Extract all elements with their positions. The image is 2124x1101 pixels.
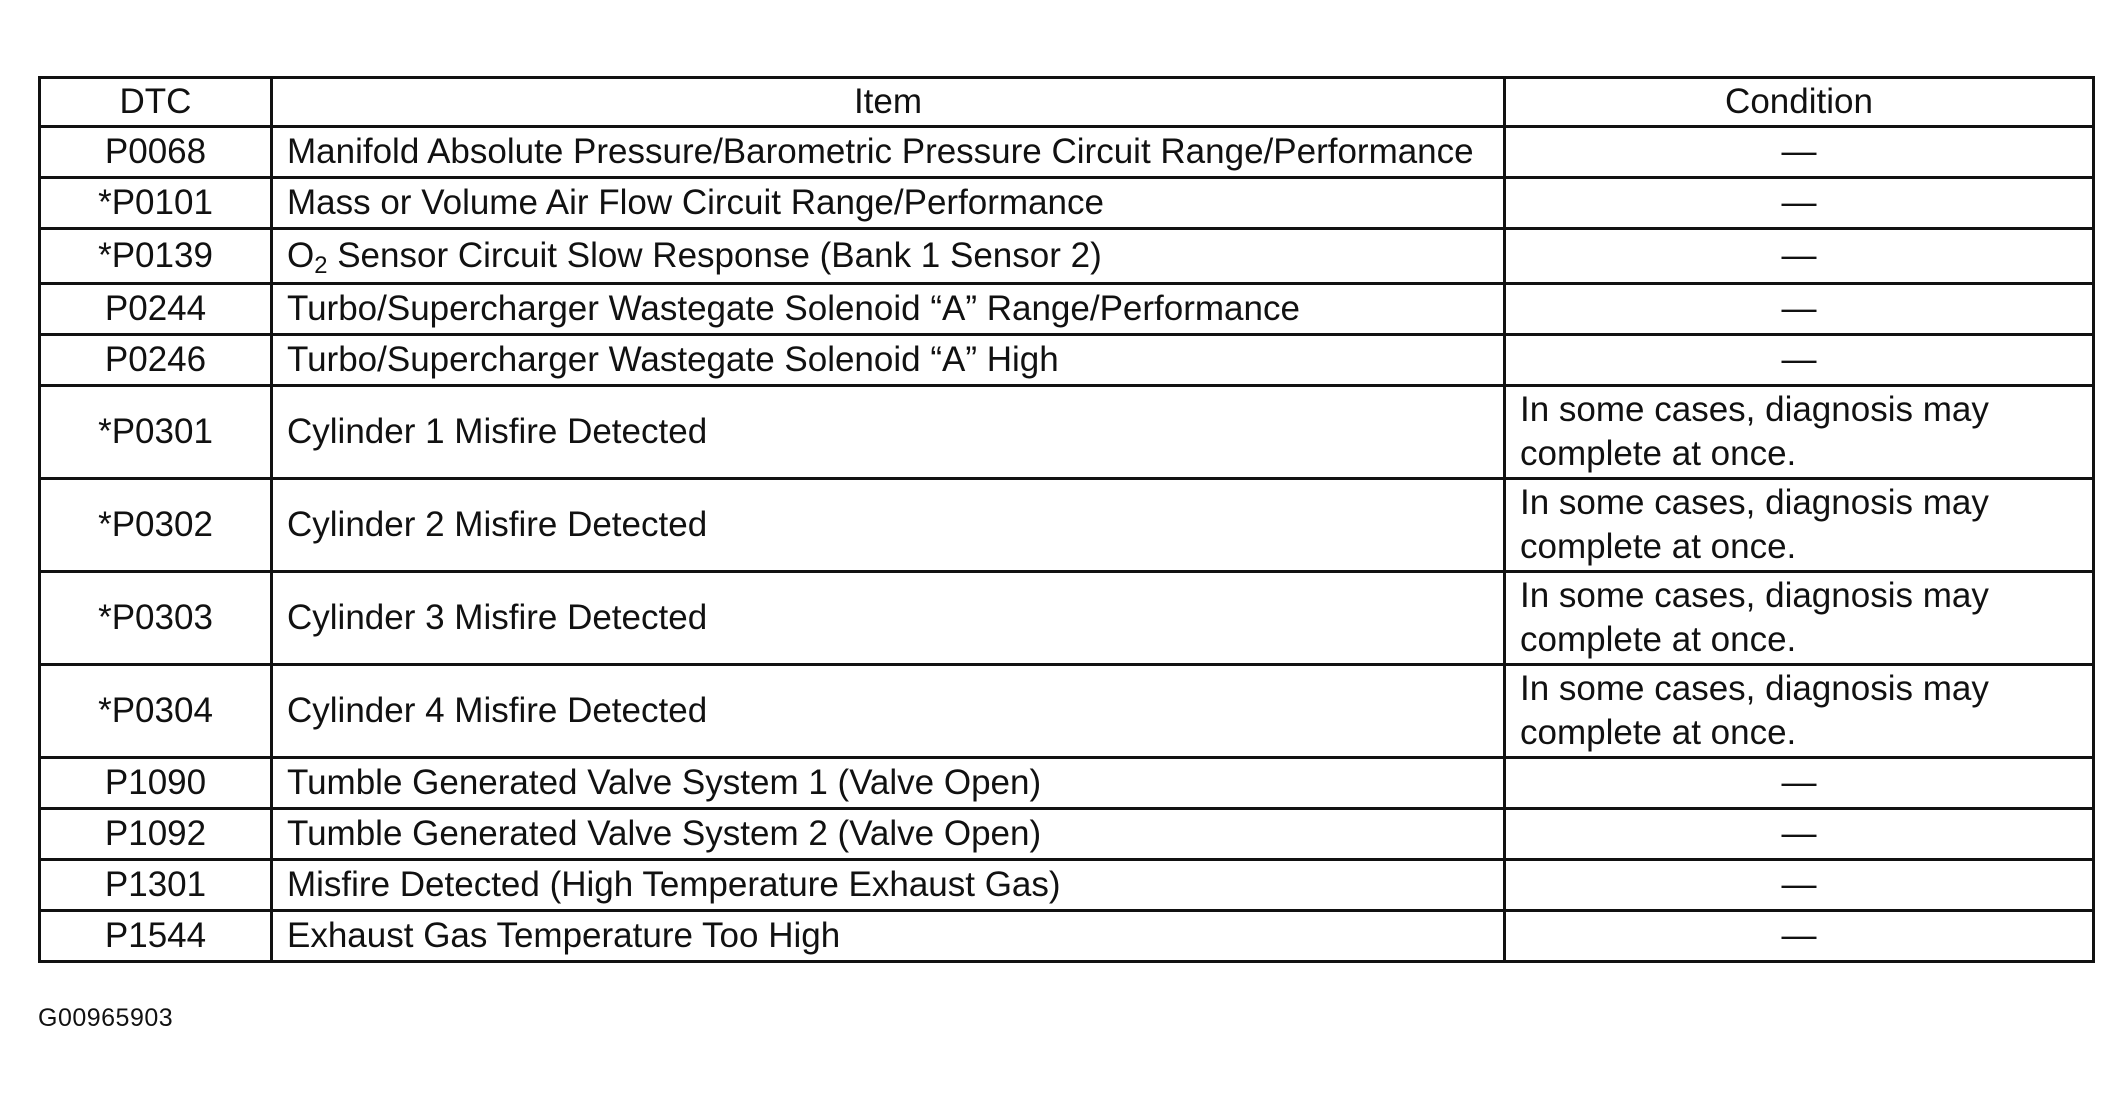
table-row	[40, 860, 2094, 911]
table-row	[40, 665, 2094, 758]
dtc-condition: —	[1505, 127, 2094, 178]
condition-line-2: complete at once.	[1520, 434, 1797, 473]
table-row	[40, 127, 2094, 178]
table-row	[40, 911, 2094, 962]
dtc-item: Cylinder 2 Misfire Detected	[272, 479, 1505, 572]
dtc-condition: —	[1505, 335, 2094, 386]
dtc-code: P1544	[40, 911, 272, 962]
item-rest: Sensor Circuit Slow Response (Bank 1 Sensor 2)	[327, 236, 1102, 276]
dtc-condition: —	[1505, 911, 2094, 962]
dtc-code: P0244	[40, 284, 272, 335]
dtc-table	[38, 76, 2095, 963]
table-row	[40, 284, 2094, 335]
dtc-condition: —	[1505, 758, 2094, 809]
dtc-item: Tumble Generated Valve System 2 (Valve Open)	[272, 809, 1505, 860]
dtc-code: *P0304	[40, 665, 272, 758]
dtc-code: P1092	[40, 809, 272, 860]
dtc-item: Cylinder 1 Misfire Detected	[272, 386, 1505, 479]
dtc-item: Turbo/Supercharger Wastegate Solenoid “A” High	[272, 335, 1505, 386]
figure-id: G00965903	[38, 1004, 174, 1032]
condition-line-2: complete at once.	[1520, 620, 1797, 659]
condition-line-1: In some cases, diagnosis may	[1520, 576, 1989, 616]
dtc-code: P1301	[40, 860, 272, 911]
table-row	[40, 178, 2094, 229]
dtc-item: Cylinder 4 Misfire Detected	[272, 665, 1505, 758]
dtc-code: *P0139	[40, 229, 272, 284]
dtc-item: Manifold Absolute Pressure/Barometric Pressure Circuit Range/Performance	[272, 127, 1505, 178]
dtc-condition	[1505, 479, 2094, 572]
header-item: Item	[272, 78, 1505, 127]
dtc-item: Misfire Detected (High Temperature Exhaust Gas)	[272, 860, 1505, 911]
dtc-code: *P0302	[40, 479, 272, 572]
condition-line-1: In some cases, diagnosis may	[1520, 390, 1989, 430]
dtc-item: Cylinder 3 Misfire Detected	[272, 572, 1505, 665]
dtc-condition: —	[1505, 229, 2094, 284]
dtc-item: Mass or Volume Air Flow Circuit Range/Performance	[272, 178, 1505, 229]
dtc-item: Tumble Generated Valve System 1 (Valve Open)	[272, 758, 1505, 809]
table-row	[40, 809, 2094, 860]
table-row	[40, 758, 2094, 809]
table-row	[40, 386, 2094, 479]
item-prefix: O	[287, 236, 315, 276]
dtc-item: Turbo/Supercharger Wastegate Solenoid “A” Range/Performance	[272, 284, 1505, 335]
table-row	[40, 479, 2094, 572]
table-row	[40, 229, 2094, 284]
condition-line-1: In some cases, diagnosis may	[1520, 483, 1989, 523]
dtc-code: P0246	[40, 335, 272, 386]
dtc-code: *P0301	[40, 386, 272, 479]
dtc-condition	[1505, 386, 2094, 479]
table-row	[40, 335, 2094, 386]
dtc-condition: —	[1505, 860, 2094, 911]
header-condition: Condition	[1505, 78, 2094, 127]
dtc-code: P1090	[40, 758, 272, 809]
dtc-condition: —	[1505, 809, 2094, 860]
dtc-condition	[1505, 572, 2094, 665]
table-row	[40, 572, 2094, 665]
dtc-code: *P0303	[40, 572, 272, 665]
dtc-code: *P0101	[40, 178, 272, 229]
condition-line-1: In some cases, diagnosis may	[1520, 669, 1989, 709]
header-dtc: DTC	[40, 78, 272, 127]
dtc-item	[272, 229, 1505, 284]
table-header-row	[40, 78, 2094, 127]
dtc-item: Exhaust Gas Temperature Too High	[272, 911, 1505, 962]
condition-line-2: complete at once.	[1520, 527, 1797, 566]
item-subscript: 2	[314, 252, 328, 280]
dtc-code: P0068	[40, 127, 272, 178]
dtc-condition	[1505, 665, 2094, 758]
dtc-condition: —	[1505, 178, 2094, 229]
condition-line-2: complete at once.	[1520, 713, 1797, 752]
dtc-condition: —	[1505, 284, 2094, 335]
